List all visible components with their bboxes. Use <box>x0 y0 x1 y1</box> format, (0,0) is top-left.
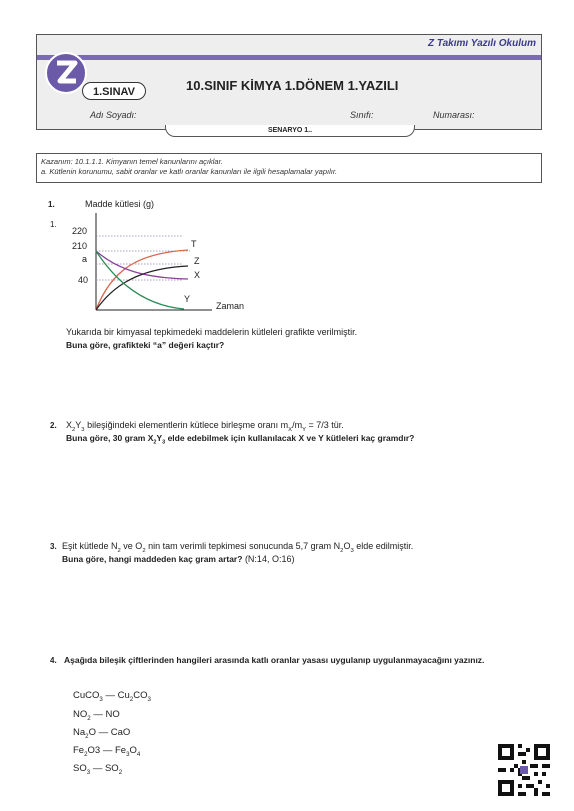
q1-text: Yukarıda bir kimyasal tepkimedeki maddelerin kütleleri grafikte verilmiştir. <box>66 327 358 337</box>
y-tick-220: 220 <box>72 226 88 236</box>
curve-label-x: X <box>194 270 201 280</box>
q2-ask: Buna göre, 30 gram $X_2Y_3$ elde edebilmek için kullanılacak X ve Y kütleleri kaç gramdır? <box>66 433 415 446</box>
x-axis-label: Zaman <box>216 301 245 311</box>
y-tick-40: 40 <box>78 275 89 285</box>
exam-title: 10.SINIF KİMYA 1.DÖNEM 1.YAZILI <box>186 78 399 93</box>
exam-label: 1.SINAV <box>82 82 146 100</box>
kazanim-line-1: Kazanım: 10.1.1.1. Kimyanın temel kanunlarını açıklar. <box>41 157 223 166</box>
compound-pair-3: $Na_2O$ — CaO <box>73 727 131 740</box>
q2-text: $X_2Y_3$ bileşiğindeki elementlerin kütlece birleşme oranı $m_X/m_Y = 7/3$ tür. <box>66 420 344 433</box>
compound-pair-2: $NO_2$ — NO <box>73 709 120 722</box>
q1-ask: Buna göre, grafikteki “a” değeri kaçtır? <box>66 340 225 350</box>
q4-number: 4. <box>50 656 57 665</box>
compound-pair-1: CuCO$_3$ — $Cu_2CO_3$ <box>73 690 151 703</box>
q3-number: 3. <box>50 542 57 551</box>
kazanim-box <box>36 153 542 183</box>
curve-label-t: T <box>191 239 197 249</box>
q3-ask: Buna göre, hangi maddeden kaç gram artar? (N:14, O:16) <box>62 554 295 564</box>
q4-ask: Aşağıda bileşik çiftlerinden hangileri arasında katlı oranlar yasası uygulanıp uygulanmayacağını yazınız. <box>64 655 485 665</box>
school-name: Z Takımı Yazılı Okulum <box>428 38 536 49</box>
mass-time-graph <box>60 198 260 318</box>
q3-text: Eşit kütlede $N_2$ ve $O_2$ nin tam verimli tepkimesi sonucunda 5,7 gram $N_2O_3$ elde edilmiştir. <box>62 541 414 554</box>
y-axis-label: Madde kütlesi (g) <box>85 199 155 209</box>
compound-pair-4: $Fe_2O3$ — $Fe_3O_4$ <box>73 745 141 758</box>
compound-pair-5: $SO_3$ — $SO_2$ <box>73 763 123 776</box>
header-stripe <box>37 55 541 60</box>
curve-label-z: Z <box>194 256 200 266</box>
kazanim-line-2: a. Kütlenin korunumu, sabit oranlar ve katlı oranlar kanunları ile ilgili hesaplamalar yapılır. <box>41 167 338 176</box>
y-tick-210: 210 <box>72 241 88 251</box>
qr-code-icon <box>498 744 550 796</box>
name-field-label: Adı Soyadı: <box>90 110 137 120</box>
scenario-label: SENARYO 1.. <box>165 125 415 137</box>
q1-sub-number: 1. <box>50 220 57 229</box>
number-field-label: Numarası: <box>433 110 475 120</box>
q2-number: 2. <box>50 421 57 430</box>
curve-label-y: Y <box>184 294 191 304</box>
q1-number: 1. <box>48 200 55 209</box>
class-field-label: Sınıfı: <box>350 110 374 120</box>
curve-x <box>96 266 191 310</box>
y-tick-a: a <box>82 254 88 264</box>
